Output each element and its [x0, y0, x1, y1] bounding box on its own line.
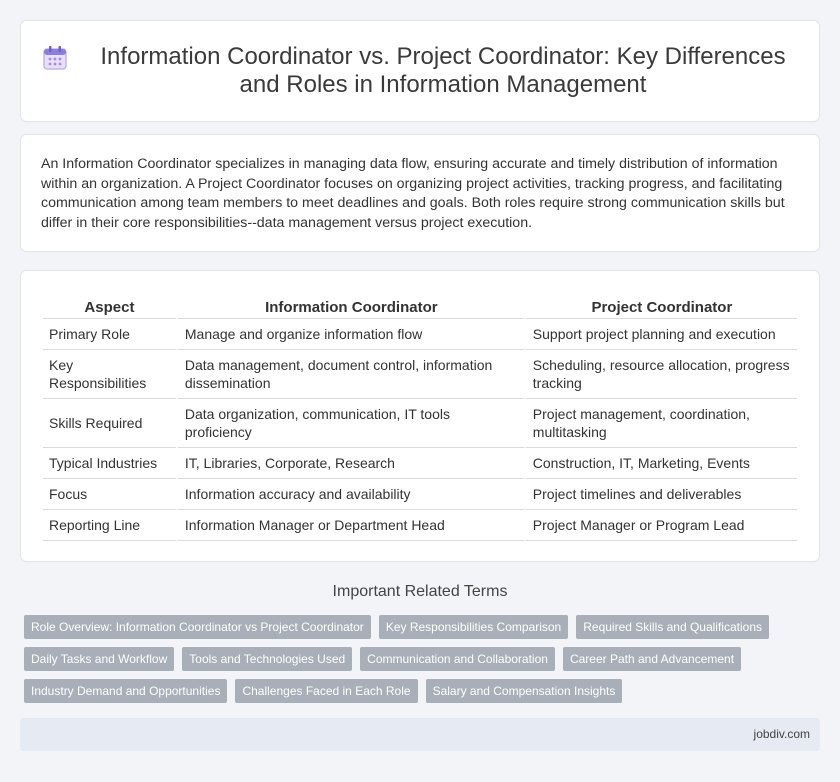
header-project-coordinator: Project Coordinator: [524, 295, 797, 319]
table-cell: Support project planning and execution: [524, 319, 797, 350]
table-cell: Data organization, communication, IT tools proficiency: [176, 399, 524, 448]
tag-industry-demand[interactable]: Industry Demand and Opportunities: [24, 679, 227, 703]
intro-paragraph: An Information Coordinator specializes in managing data flow, ensuring accurate and timely distribution of information within an organization. A Project Coordinator focuses on organizing project activities, tracking progress, and facilitating communication among team members to meet deadlines and goals. Both roles require strong communication skills but differ in their core responsibilities--data management versus project execution.: [41, 156, 785, 231]
header-information-coordinator: Information Coordinator: [176, 295, 524, 319]
table-cell: Reporting Line: [43, 510, 176, 541]
tag-row: [24, 679, 814, 703]
tag-career-path[interactable]: Career Path and Advancement: [563, 647, 741, 671]
tag-challenges[interactable]: Challenges Faced in Each Role: [235, 679, 417, 703]
tag-salary[interactable]: Salary and Compensation Insights: [426, 679, 623, 703]
table-cell: Primary Role: [43, 319, 176, 350]
tag-communication[interactable]: Communication and Collaboration: [360, 647, 555, 671]
table-row: [43, 479, 797, 510]
related-terms-title: Important Related Terms: [332, 583, 508, 600]
table-cell: Information accuracy and availability: [176, 479, 524, 510]
table-row: [43, 319, 797, 350]
table-row: [43, 399, 797, 448]
table-row: [43, 448, 797, 479]
tag-row: [24, 647, 814, 671]
tag-key-responsibilities[interactable]: Key Responsibilities Comparison: [379, 615, 568, 639]
page-title: Information Coordinator vs. Project Coordinator: Key Differences and Roles in Information Management: [100, 43, 786, 98]
table-row: [43, 510, 797, 541]
header-card: [20, 20, 820, 122]
table-header-row: [43, 295, 797, 319]
table-cell: Manage and organize information flow: [176, 319, 524, 350]
table-cell: Information Manager or Department Head: [176, 510, 524, 541]
table-cell: Key Responsibilities: [43, 350, 176, 399]
table-cell: Data management, document control, information dissemination: [176, 350, 524, 399]
footer: [20, 718, 820, 751]
intro-card: [20, 134, 820, 252]
tag-tools-technologies[interactable]: Tools and Technologies Used: [182, 647, 352, 671]
table-cell: Skills Required: [43, 399, 176, 448]
table-cell: Project timelines and deliverables: [524, 479, 797, 510]
table-cell: Project management, coordination, multitasking: [524, 399, 797, 448]
table-cell: IT, Libraries, Corporate, Research: [176, 448, 524, 479]
footer-site-link[interactable]: jobdiv.com: [753, 727, 810, 741]
table-cell: Project Manager or Program Lead: [524, 510, 797, 541]
comparison-table-card: [20, 270, 820, 562]
table-cell: Typical Industries: [43, 448, 176, 479]
tag-required-skills[interactable]: Required Skills and Qualifications: [576, 615, 769, 639]
table-cell: Scheduling, resource allocation, progress tracking: [524, 350, 797, 399]
table-cell: Construction, IT, Marketing, Events: [524, 448, 797, 479]
tag-row: [24, 615, 814, 639]
tag-daily-tasks[interactable]: Daily Tasks and Workflow: [24, 647, 174, 671]
comparison-table: [43, 295, 797, 541]
related-terms-tags: [24, 615, 814, 711]
header-aspect: Aspect: [43, 295, 176, 319]
tag-role-overview[interactable]: Role Overview: Information Coordinator vs Project Coordinator: [24, 615, 371, 639]
calendar-icon: [41, 44, 69, 72]
table-row: [43, 350, 797, 399]
table-cell: Focus: [43, 479, 176, 510]
